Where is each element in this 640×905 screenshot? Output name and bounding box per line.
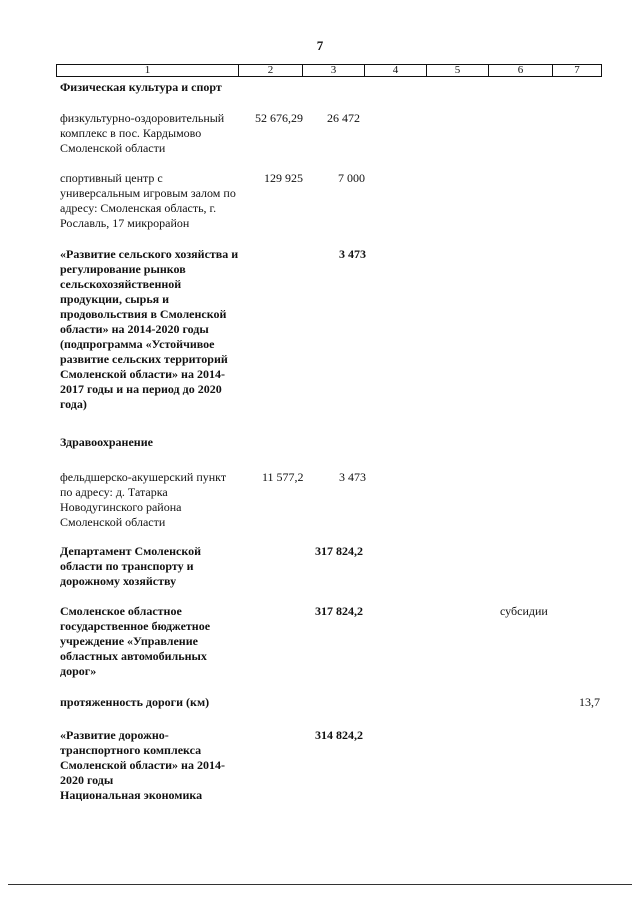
page-number: 7 (316, 38, 324, 53)
header-col-2: 2 (239, 65, 303, 76)
row-name: Смоленское областное государственное бюджетное учреждение «Управление областных автомобильных дорог» (60, 604, 211, 678)
header-col-7: 7 (574, 64, 580, 76)
header-col-1: 1 (57, 65, 239, 76)
row-value-col6: субсидии (500, 604, 548, 618)
row-value-col3: 317 824,2 (315, 544, 363, 558)
section-title: Физическая культура и спорт (60, 80, 222, 94)
section-title: Национальная экономика (60, 788, 203, 802)
row-name: «Развитие дорожно-транспортного комплекса Смоленской области» на 2014-2020 годы (60, 728, 225, 787)
row-value-col3: 7 000 (338, 171, 365, 185)
header-col-3: 3 (303, 65, 365, 76)
row-value-col3: 317 824,2 (315, 604, 363, 618)
row-name: физкультурно-оздоровительный комплекс в пос. Кардымово Смоленской области (60, 111, 225, 155)
row-value-col2: 129 925 (264, 171, 303, 185)
row-name: Департамент Смоленской области по транспорту и дорожному хозяйству (60, 544, 201, 588)
row-value-col3: 3 473 (339, 247, 366, 261)
row-name: спортивный центр с универсальным игровым залом по адресу: Смоленская область, г. Рославль, 17 микрорайон (60, 171, 236, 230)
header-col-6: 6 (489, 65, 553, 76)
row-value-col3: 3 473 (339, 470, 366, 484)
row-name: фельдшерско-акушерский пункт по адресу: д. Татарка Новодугинского района Смоленской области (60, 470, 227, 529)
table-header-row (56, 64, 602, 77)
row-value-col2: 52 676,29 (255, 111, 303, 125)
row-value-col3: 314 824,2 (315, 728, 363, 742)
page-bottom-rule (8, 884, 632, 885)
row-value-col7: 13,7 (579, 695, 600, 709)
header-col-4: 4 (365, 65, 427, 76)
header-col-5: 5 (427, 65, 489, 76)
row-name: протяженность дороги (км) (60, 695, 210, 709)
row-value-col3: 26 472 (327, 111, 360, 125)
row-name: «Развитие сельского хозяйства и регулирование рынков сельскохозяйственной продукции, сырья и продовольствия в Смоленской области» на 2014-2020 годы (подпрограмма «Устойчивое развитие сельских территорий Смоленской области» на 2014-2017 годы и на период до 2020 года) (60, 247, 239, 411)
section-title: Здравоохранение (60, 435, 153, 449)
row-value-col2: 11 577,2 (262, 470, 304, 484)
